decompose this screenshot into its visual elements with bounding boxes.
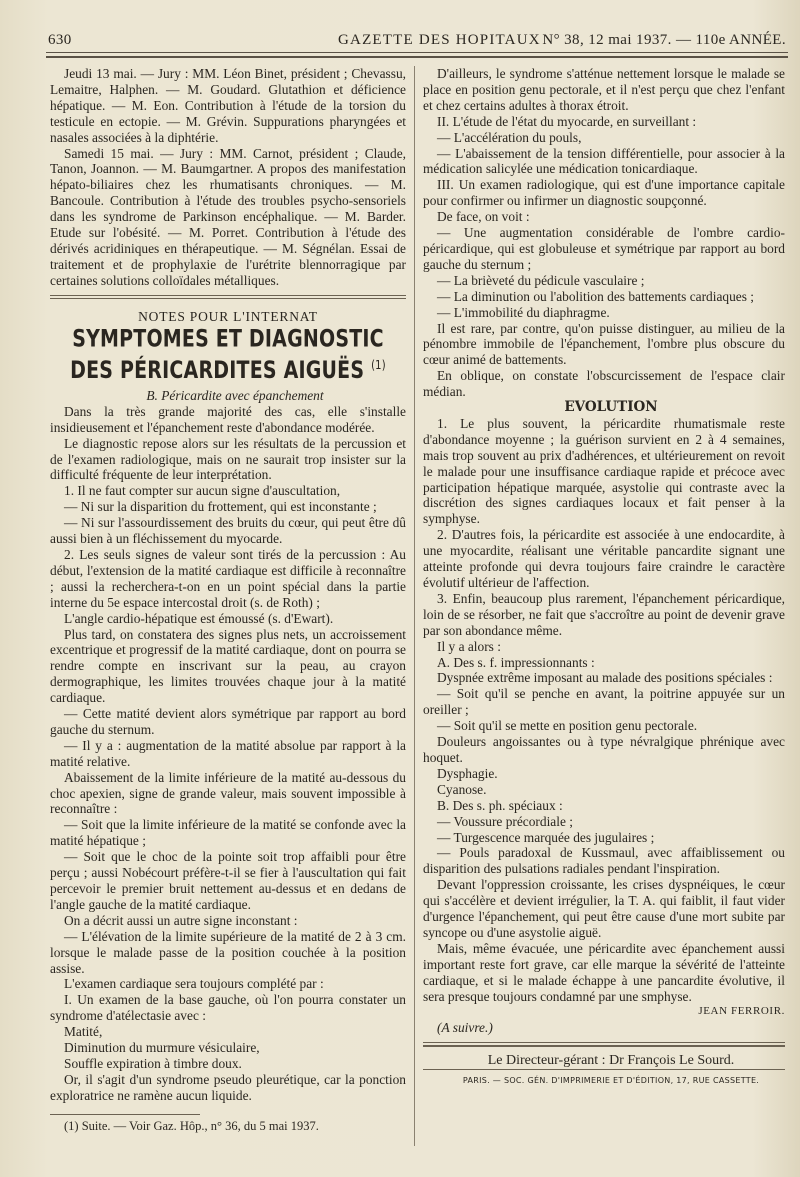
paragraph: I. Un examen de la base gauche, où l'on pourra constater un syndrome d'atélectasie avec : xyxy=(50,992,406,1024)
page-header xyxy=(48,28,786,50)
paragraph: L'examen cardiaque sera toujours complété par : xyxy=(64,976,324,992)
evolution-heading: EVOLUTION xyxy=(564,399,658,416)
paragraph: Douleurs angoissantes ou à type névralgique phrénique avec hoquet. xyxy=(423,734,785,765)
paragraph: 3. Enfin, beaucoup plus rarement, l'épanchement péricardique, loin de se résorber, ne fait que s'accroître au point de devenir grave par son abondance même. xyxy=(423,590,785,638)
paragraph: — Pouls paradoxal de Kussmaul, avec affaiblissement ou disparition des pulsations radiales pendant l'inspiration. xyxy=(423,845,785,877)
section-rule xyxy=(50,298,406,299)
paragraph: II. L'étude de l'état du myocarde, en surveillant : xyxy=(437,113,697,129)
paragraph: 2. Les seuls signes de valeur sont tirés de la percussion : Au début, l'extension de la matité cardiaque est difficile à reconnaître ; aussi la recherchera-t-on en un point spécial dans la partie interne du 5e espace intercostal droit (s. de Roth) ; xyxy=(50,546,406,610)
paragraph: A. Des s. f. impressionnants : xyxy=(437,654,595,670)
paragraph: Cyanose. xyxy=(437,781,487,797)
paragraph: — Cette matité devient alors symétrique par rapport au bord gauche du sternum. xyxy=(50,706,406,737)
page-number: 630 xyxy=(48,32,72,48)
closing-rule xyxy=(423,1042,785,1043)
paragraph: Il y a alors : xyxy=(437,638,501,654)
paragraph: — L'élévation de la limite supérieure de la matité de 2 à 3 cm. lorsque le malade passe de la position couchée à la position assise. xyxy=(50,928,406,976)
paragraph: On a décrit aussi un autre signe inconstant : xyxy=(64,912,298,928)
paragraph: Dysphagie. xyxy=(437,765,498,781)
paragraph: — La brièveté du pédicule vasculaire ; xyxy=(437,272,645,288)
paragraph: Mais, même évacuée, une péricardite avec épanchement aussi important reste fort grave, car elle marque la sévérité de l'atteinte cardiaque, et si le malade échappe à une pancardite évolutive, il sera presque toujours condamné par une smphyse. xyxy=(423,940,785,1004)
column-divider xyxy=(414,66,415,1146)
paragraph: B. Des s. ph. spéciaux : xyxy=(437,797,563,813)
article-title xyxy=(50,325,406,384)
paragraph: Il est rare, par contre, qu'on puisse distinguer, au milieu de la pénombre immobile de l'épanchement, l'ombre plus obscure du cœur animé de battements. xyxy=(423,320,785,368)
footnote-rule xyxy=(50,1114,200,1115)
paragraph: III. Un examen radiologique, qui est d'une importance capitale pour confirmer ou infirmer un diagnostic soupçonné. xyxy=(423,177,785,209)
footnote: (1) Suite. — Voir Gaz. Hôp., n° 36, du 5 mai 1937. xyxy=(64,1118,319,1133)
author-signature: JEAN FERROIR. xyxy=(698,1005,785,1018)
issue-info: N° 38, 12 mai 1937. — 110e ANNÉE. xyxy=(542,32,786,48)
paragraph: En oblique, on constate l'obscurcissement de l'espace clair médian. xyxy=(423,368,785,400)
printer-line: PARIS. — SOC. GÉN. D'IMPRIMERIE ET D'ÉDITION, 17, RUE CASSETTE. xyxy=(423,1069,785,1089)
paragraph: 1. Il ne faut compter sur aucun signe d'auscultation, xyxy=(64,483,341,499)
paragraph: — L'accélération du pouls, xyxy=(437,129,582,145)
right-column xyxy=(423,66,785,1157)
paragraph: — Soit qu'il se penche en avant, la poitrine appuyée sur un oreiller ; xyxy=(423,686,785,718)
closing-rule-thick xyxy=(423,1045,785,1047)
notes-heading: NOTES POUR L'INTERNAT xyxy=(138,308,318,324)
paragraph: Matité, xyxy=(64,1024,103,1040)
paragraph: — Soit que le choc de la pointe soit trop affaibli pour être perçu ; aussi Nobécourt préfère-t-il se fier à l'auscultation qui fait percevoir le premier bruit nettement au-dessus et en dedans de l'angle gauche de la matité cardiaque. xyxy=(50,849,406,912)
paragraph: — Ni sur la disparition du frottement, qui est inconstante ; xyxy=(64,499,377,515)
paragraph: Plus tard, on constatera des signes plus nets, un accroissement excentrique et progressif de la matité cardiaque, dont on pourra se rendre compte en inscrivant sur la peau, au crayon dermographique, les limites trouvées chaque jour à la matité cardiaque. xyxy=(50,626,406,706)
paragraph: Or, il s'agit d'un syndrome pseudo pleurétique, car la ponction exploratrice ne ramène aucun liquide. xyxy=(50,1071,406,1103)
article-title-text: SYMPTOMES ET DIAGNOSTIC DES PÉRICARDITES AIGUËS xyxy=(70,324,384,384)
jury-thursday: Jeudi 13 mai. — Jury : MM. Léon Binet, président ; Chevassu, Lemaitre, Halphen. — M. Goudard. Glutathion et déficience hépatique. — M. Eon. Contribution à l'étude de la torsion du testicule en ectopie. — M. Grévin. Suppurations pharyngées et nasales associées à la diphtérie. xyxy=(50,66,406,145)
paragraph: Dyspnée extrême imposant au malade des positions spéciales : xyxy=(437,670,773,686)
paragraph: — Une augmentation considérable de l'ombre cardio-péricardique, qui est globuleuse et symétrique par rapport au bord gauche du sternum ; xyxy=(423,225,785,272)
paragraph: — L'abaissement de la tension différentielle, pour associer à la médication salicylée une médication tonicardiaque. xyxy=(423,145,785,177)
paragraph: 2. D'autres fois, la péricardite est associée à une endocardite, à une myocardite, réalisant une véritable pancardite signant une atteinte profonde qui devra toujours faire craindre le caractère évolutif ultérieur de l'affection. xyxy=(423,527,785,590)
section-b-heading xyxy=(50,388,406,404)
paragraph: De face, on voit : xyxy=(437,209,530,225)
title-footnote-ref: (1) xyxy=(371,358,386,373)
to-be-continued xyxy=(423,1020,785,1036)
left-column xyxy=(50,66,406,1157)
section-rule xyxy=(50,295,406,296)
paragraph: — Soit que la limite inférieure de la matité se confonde avec la matité hépatique ; xyxy=(50,817,406,849)
paragraph: — La diminution ou l'abolition des battements cardiaques ; xyxy=(437,288,755,304)
journal-name: GAZETTE DES HOPITAUX xyxy=(338,32,541,48)
paragraph: Abaissement de la limite inférieure de la matité au-dessous du choc apexien, signe de grande valeur, mais souvent impossible à reconnaître : xyxy=(50,769,406,817)
paragraph: — Il y a : augmentation de la matité absolue par rapport à la matité relative. xyxy=(50,737,406,769)
paragraph: Diminution du murmure vésiculaire, xyxy=(64,1040,260,1056)
director-line: Le Directeur-gérant : Dr François Le Sourd. xyxy=(487,1053,735,1069)
paragraph: — Soit qu'il se mette en position genu pectorale. xyxy=(437,718,698,734)
paragraph: — L'immobilité du diaphragme. xyxy=(437,304,610,320)
paragraph: — Voussure précordiale ; xyxy=(437,813,573,829)
paragraph: 1. Le plus souvent, la péricardite rhumatismale reste d'abondance moyenne ; la guérison survient en 2 à 4 semaines, mais trop souvent au prix d'adhérences, et ultérieurement on revoit le malade pour une insuffisance cardiaque rapide et précoce avec participation hépatique marquée, asystolie qui contraste avec la discrétion des signes cardiaques locaux et fait penser à la symphyse. xyxy=(423,415,785,527)
paragraph: — Turgescence marquée des jugulaires ; xyxy=(437,829,655,845)
paragraph: L'angle cardio-hépatique est émoussé (s. d'Ewart). xyxy=(64,610,334,626)
paragraph: Devant l'oppression croissante, les crises dyspnéiques, le cœur qui s'accélère et devient irrégulier, la T. A. qui faiblit, il faut vider d'urgence l'épanchement, qui peut être cause d'une mort subite par syncope ou d'une asystolie aiguë. xyxy=(423,877,785,940)
paragraph: Dans la très grande majorité des cas, elle s'installe insidieusement et l'épanchement reste d'abondance modérée. xyxy=(50,403,406,435)
header-rule-thick xyxy=(46,56,788,58)
paragraph: Souffle expiration à timbre doux. xyxy=(64,1055,242,1071)
paragraph: — Ni sur l'assourdissement des bruits du cœur, qui peut être dû aussi bien à un fléchissement du myocarde. xyxy=(50,515,406,547)
header-rule xyxy=(46,52,788,53)
paragraph: D'ailleurs, le syndrome s'atténue nettement lorsque le malade se place en position genu pectorale, et il n'est perçu que chez l'enfant et chez certains adultes à thorax étroit. xyxy=(423,66,785,113)
section-b-text: B. Péricardite avec épanchement xyxy=(146,387,324,403)
jury-saturday: Samedi 15 mai. — Jury : MM. Carnot, président ; Claude, Tanon, Joannon. — M. Baumgartner. A propos des manifestation hépato-biliaires chez les rhumatisants chroniques. — M. Bancoule. Contribution à l'étude des troubles psycho-sensoriels dans les syndrome de Parkinson encéphalique. — M. Barder. Etude sur l'obésité. — M. Porret. Contribution à l'étude des dérivés acridiniques en thérapeutique. — M. Ségnélan. Essai de traitement et de prophylaxie de l'urétrite blennorragique par certaines solutions colloïdales métalliques. xyxy=(50,145,406,288)
paragraph: Le diagnostic repose alors sur les résultats de la percussion et de l'examen radiologique, mais on ne saurait trop insister sur la difficulté fréquente de leur interprétation. xyxy=(50,435,406,483)
to-be-continued-text: (A suivre.) xyxy=(437,1020,493,1036)
